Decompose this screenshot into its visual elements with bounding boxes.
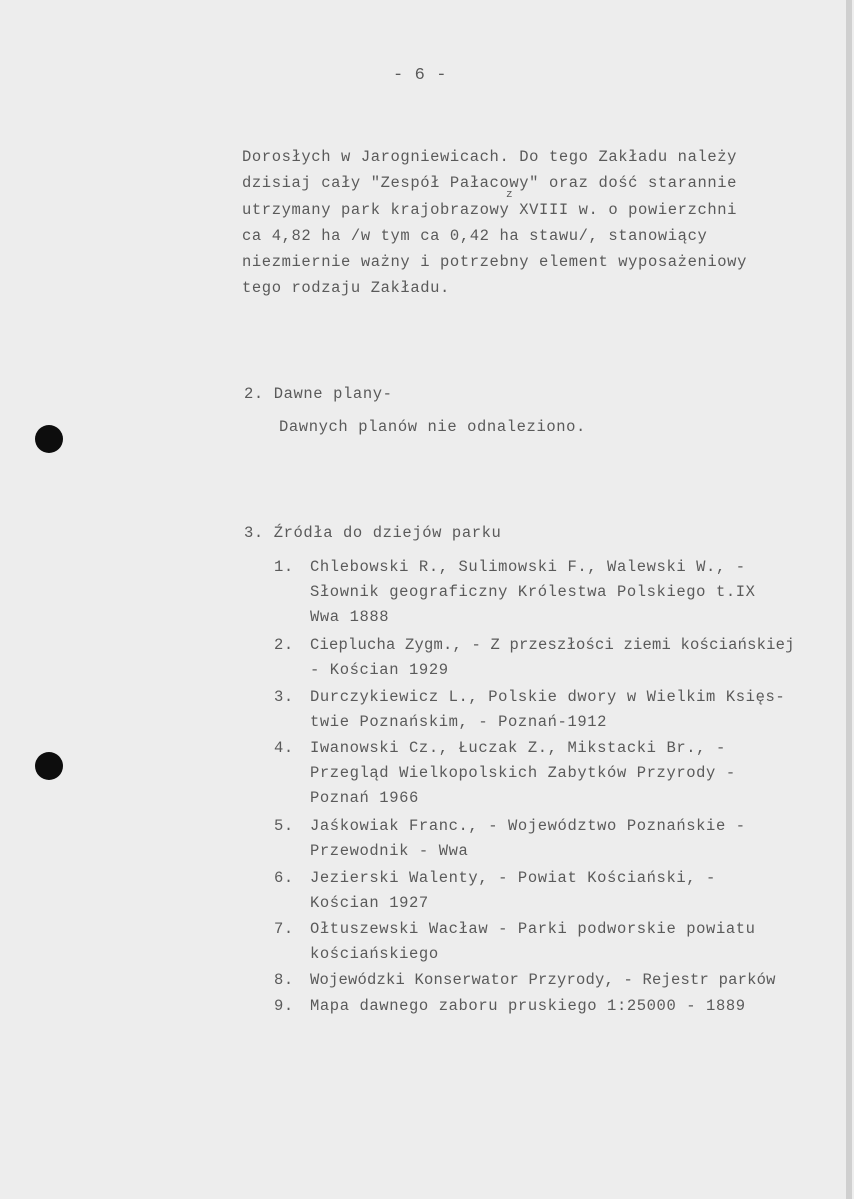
source-5-line-2: Przewodnik - Wwa bbox=[310, 842, 469, 860]
intro-superscript: z bbox=[506, 189, 513, 201]
source-3-line-2: twie Poznańskim, - Poznań-1912 bbox=[310, 713, 608, 731]
source-7-line-2: kościańskiego bbox=[310, 945, 439, 963]
punch-hole-top bbox=[35, 425, 63, 453]
intro-line-5: niezmiernie ważny i potrzebny element wyposażeniowy bbox=[242, 253, 747, 271]
page-number: - 6 - bbox=[393, 66, 448, 85]
source-4-line-3: Poznań 1966 bbox=[310, 789, 419, 807]
source-1-number: 1. bbox=[274, 558, 294, 576]
source-2-line-2: - Kościan 1929 bbox=[310, 661, 449, 679]
source-1-line-3: Wwa 1888 bbox=[310, 608, 390, 626]
section-2-text: Dawnych planów nie odnaleziono. bbox=[279, 418, 586, 436]
source-7-line-1: Ołtuszewski Wacław - Parki podworskie powiatu bbox=[310, 920, 756, 938]
source-6-line-2: Kościan 1927 bbox=[310, 894, 429, 912]
section-2-heading: 2. Dawne plany- bbox=[244, 385, 393, 403]
source-8-line-1: Wojewódzki Konserwator Przyrody, - Rejestr parków bbox=[310, 971, 776, 989]
source-5-line-1: Jaśkowiak Franc., - Województwo Poznańskie - bbox=[310, 817, 746, 835]
source-9-line-1: Mapa dawnego zaboru pruskiego 1:25000 - 1889 bbox=[310, 997, 746, 1015]
source-3-line-1: Durczykiewicz L., Polskie dwory w Wielkim Księs- bbox=[310, 688, 786, 706]
source-1-line-1: Chlebowski R., Sulimowski F., Walewski W., - bbox=[310, 558, 746, 576]
intro-line-1: Dorosłych w Jarogniewicach. Do tego Zakładu należy bbox=[242, 148, 738, 166]
source-4-line-2: Przegląd Wielkopolskich Zabytków Przyrody - bbox=[310, 764, 736, 782]
source-4-line-1: Iwanowski Cz., Łuczak Z., Mikstacki Br., - bbox=[310, 739, 726, 757]
source-7-number: 7. bbox=[274, 920, 294, 938]
page-edge bbox=[846, 0, 850, 1199]
intro-line-6: tego rodzaju Zakładu. bbox=[242, 279, 450, 297]
punch-hole-bottom bbox=[35, 752, 63, 780]
source-5-number: 5. bbox=[274, 817, 294, 835]
source-6-number: 6. bbox=[274, 869, 294, 887]
source-2-number: 2. bbox=[274, 636, 294, 654]
source-2-line-1: Cieplucha Zygm., - Z przeszłości ziemi kościańskiej bbox=[310, 636, 795, 654]
source-9-number: 9. bbox=[274, 997, 294, 1015]
intro-line-4: ca 4,82 ha /w tym ca 0,42 ha stawu/, stanowiący bbox=[242, 227, 708, 245]
source-3-number: 3. bbox=[274, 688, 294, 706]
intro-line-2: dzisiaj cały "Zespół Pałacowy" oraz dość starannie bbox=[242, 174, 738, 192]
intro-line-3: utrzymany park krajobrazowy XVIII w. o powierzchni bbox=[242, 201, 738, 219]
source-8-number: 8. bbox=[274, 971, 294, 989]
source-6-line-1: Jezierski Walenty, - Powiat Kościański, - bbox=[310, 869, 716, 887]
source-1-line-2: Słownik geograficzny Królestwa Polskiego t.IX bbox=[310, 583, 756, 601]
source-4-number: 4. bbox=[274, 739, 294, 757]
section-3-heading: 3. Źródła do dziejów parku bbox=[244, 524, 502, 542]
